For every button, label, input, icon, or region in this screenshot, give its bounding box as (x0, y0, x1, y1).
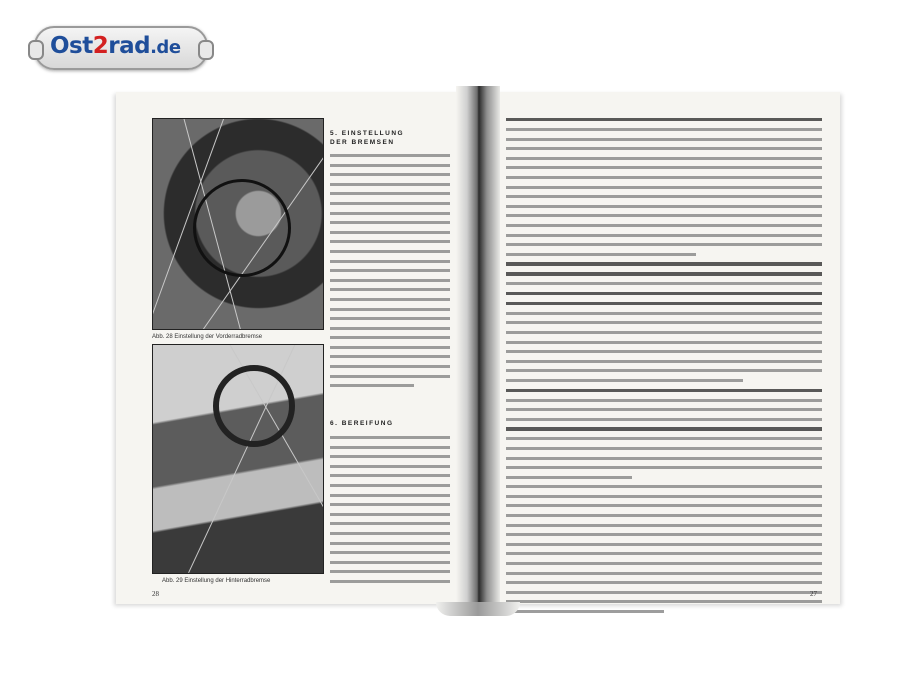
site-logo[interactable] (34, 26, 208, 70)
open-book (116, 86, 842, 616)
left-page (116, 92, 468, 604)
book-gutter (456, 86, 500, 616)
section-heading-brakes-line2: DER BREMSEN (330, 139, 395, 146)
section-heading-brakes: 5. EINSTELLUNG (330, 130, 405, 137)
page-number-right: 27 (810, 590, 817, 598)
text-column-tires (330, 436, 450, 590)
text-body-right (506, 118, 822, 620)
caption-front-brake: Abb. 28 Einstellung der Vorderradbremse (152, 334, 263, 340)
text-column-brakes (330, 154, 450, 394)
book-spine-edge (436, 602, 520, 616)
page-number-left: 28 (152, 590, 159, 598)
section-heading-tires: 6. BEREIFUNG (330, 420, 394, 427)
right-page (488, 92, 840, 604)
photo-rear-brake (152, 344, 324, 574)
logo-text: Ost2rad.de (50, 33, 181, 59)
chain-link-icon (198, 40, 214, 60)
caption-rear-brake: Abb. 29 Einstellung der Hinterradbremse (162, 578, 271, 584)
chain-link-icon (28, 40, 44, 60)
photo-front-brake (152, 118, 324, 330)
